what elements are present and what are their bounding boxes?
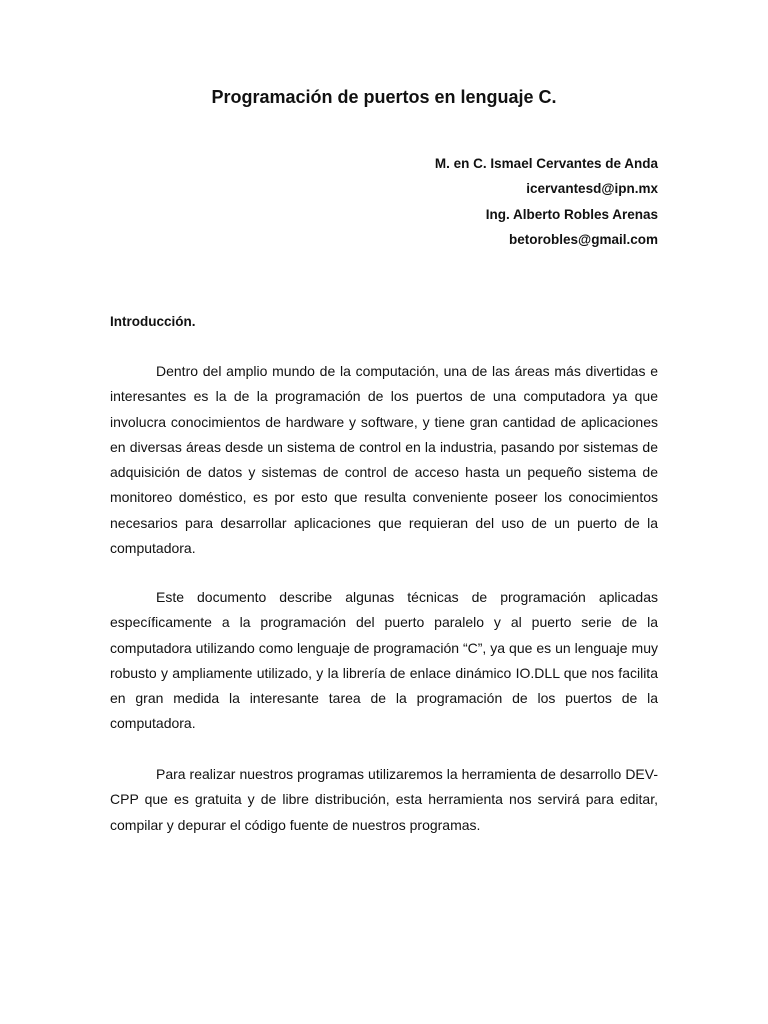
document-title: Programación de puertos en lenguaje C. [211,87,557,107]
author-block [110,151,658,252]
paragraph-3: Para realizar nuestros programas utilizaremos la herramienta de desarrollo DEV-CPP que es gratuita y de libre distribución, esta herramienta nos servirá para editar, compilar y depurar el código fuente de nuestros programas. [110,766,658,833]
paragraph-2: Este documento describe algunas técnicas de programación aplicadas específicamente a la programación del puerto paralelo y al puerto serie de la computadora utilizando como lenguaje de programación “C”, ya que es un lenguaje muy robusto y ampliamente utilizado, y la librería de enlace dinámico IO.DLL que nos facilita en gran medida la interesante tarea de la programación de los puertos de la computadora. [110,589,658,732]
author-email-1: icervantesd@ipn.mx [526,181,658,197]
paragraph-1: Dentro del amplio mundo de la computación, una de las áreas más divertidas e interesantes es la de la programación de los puertos de una computadora ya que involucra conocimientos de hardware y software, y tiene gran cantidad de aplicaciones en diversas áreas desde un sistema de control en la industria, pasando por sistemas de adquisición de datos y sistemas de control de acceso hasta un pequeño sistema de monitoreo doméstico, es por esto que resulta conveniente poseer los conocimientos necesarios para desarrollar aplicaciones que requieran del uso de un puerto de la computadora. [110,363,658,557]
author-name-1: M. en C. Ismael Cervantes de Anda [434,156,658,171]
author-name-2: Ing. Alberto Robles Arenas [485,206,658,222]
section-heading-introduccion: Introducción. [110,314,196,329]
author-email-2: betorobles@gmail.com [509,231,658,247]
